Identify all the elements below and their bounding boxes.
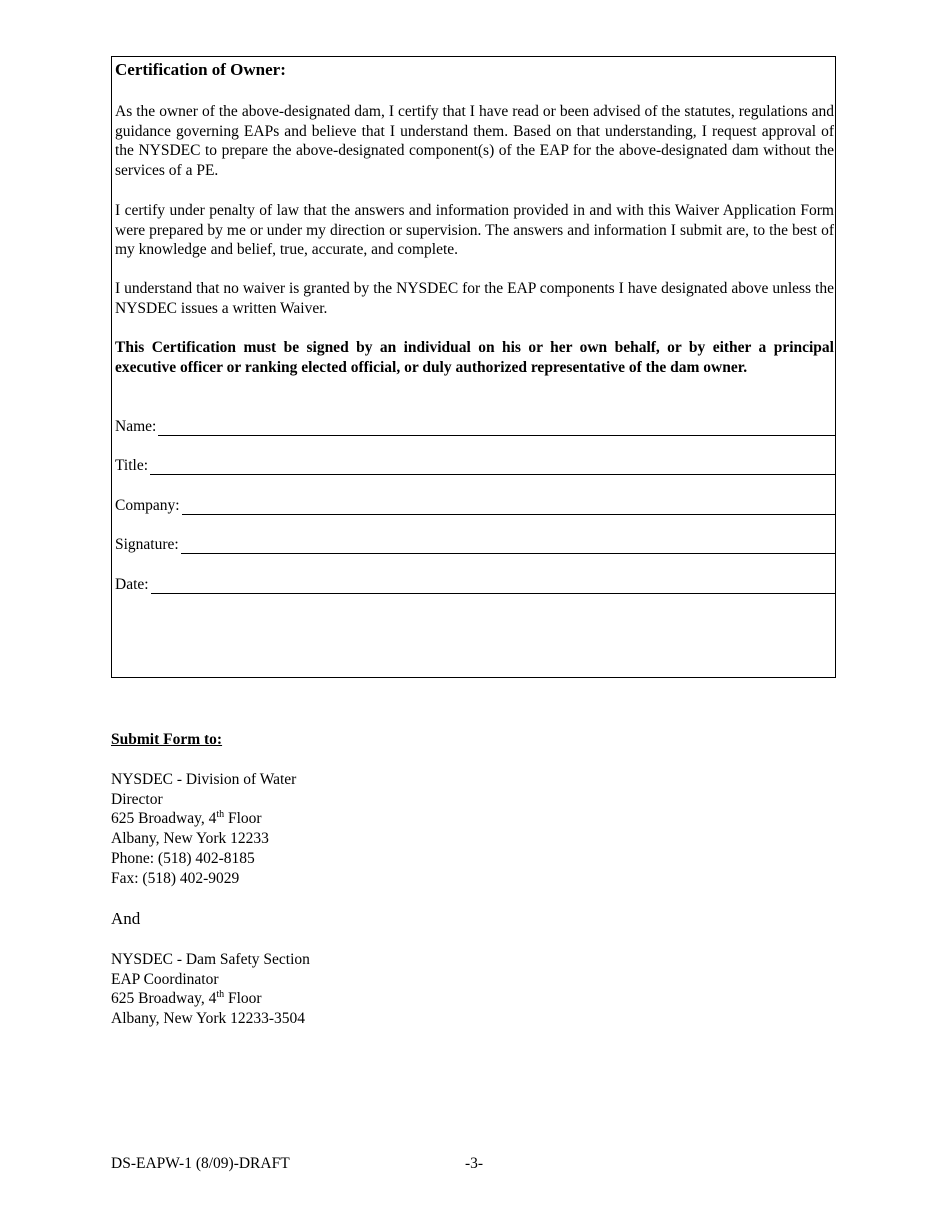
and-text: And [111,909,141,928]
address-line: Director [111,790,163,808]
address-phone: Phone: (518) 402-8185 [111,849,255,867]
address-city: Albany, New York 12233-3504 [111,1010,306,1028]
address-fax: Fax: (518) 402-9029 [111,869,240,887]
company-field[interactable] [115,495,835,515]
address-dam-safety [111,950,310,1029]
submit-form-title: Submit Form to: [111,731,223,748]
date-label: Date: [115,576,149,593]
address-street: 625 Broadway, 4th Floor [111,809,262,828]
signature-label: Signature: [115,536,179,553]
certification-box [111,56,836,678]
title-line[interactable] [150,460,835,475]
title-field[interactable] [115,455,835,475]
company-line[interactable] [182,500,835,515]
name-label: Name: [115,418,157,435]
address-city: Albany, New York 12233 [111,830,269,848]
company-label: Company: [115,497,180,514]
certification-paragraph-3: I understand that no waiver is granted by the NYSDEC for the EAP components I have designated above unless the NYSDEC issues a written Waiver. [115,280,834,317]
form-id: DS-EAPW-1 (8/09)-DRAFT [111,1155,290,1172]
certification-paragraph-signer-note: This Certification must be signed by an individual on his or her own behalf, or by either a principal executive officer or ranking elected official, or duly authorized representative of the dam owner. [115,339,834,376]
certification-heading: Certification of Owner: [115,60,286,79]
name-line[interactable] [158,421,835,436]
date-field[interactable] [115,574,835,594]
title-label: Title: [115,457,149,474]
address-line: NYSDEC - Division of Water [111,771,297,788]
certification-paragraph-1: As the owner of the above-designated dam, I certify that I have read or been advised of the statutes, regulations and guidance governing EAPs and believe that I understand them. Based on that understanding, I request approval of the NYSDEC to prepare the above-designated component(s) of the EAP for the above-designated dam without the services of a PE. [115,103,834,180]
signature-line[interactable] [181,539,835,554]
signature-field[interactable] [115,534,835,554]
address-line: EAP Coordinator [111,970,219,988]
name-field[interactable] [115,416,835,436]
date-line[interactable] [151,579,835,594]
address-division-of-water [111,770,296,888]
address-street: 625 Broadway, 4th Floor [111,989,262,1008]
page-number: -3- [465,1155,484,1172]
address-line: NYSDEC - Dam Safety Section [111,951,310,968]
certification-paragraph-2: I certify under penalty of law that the answers and information provided in and with this Waiver Application Form were prepared by me or under my direction or supervision. The answers and information I submit are, to the best of my knowledge and belief, true, accurate, and complete. [115,202,834,259]
